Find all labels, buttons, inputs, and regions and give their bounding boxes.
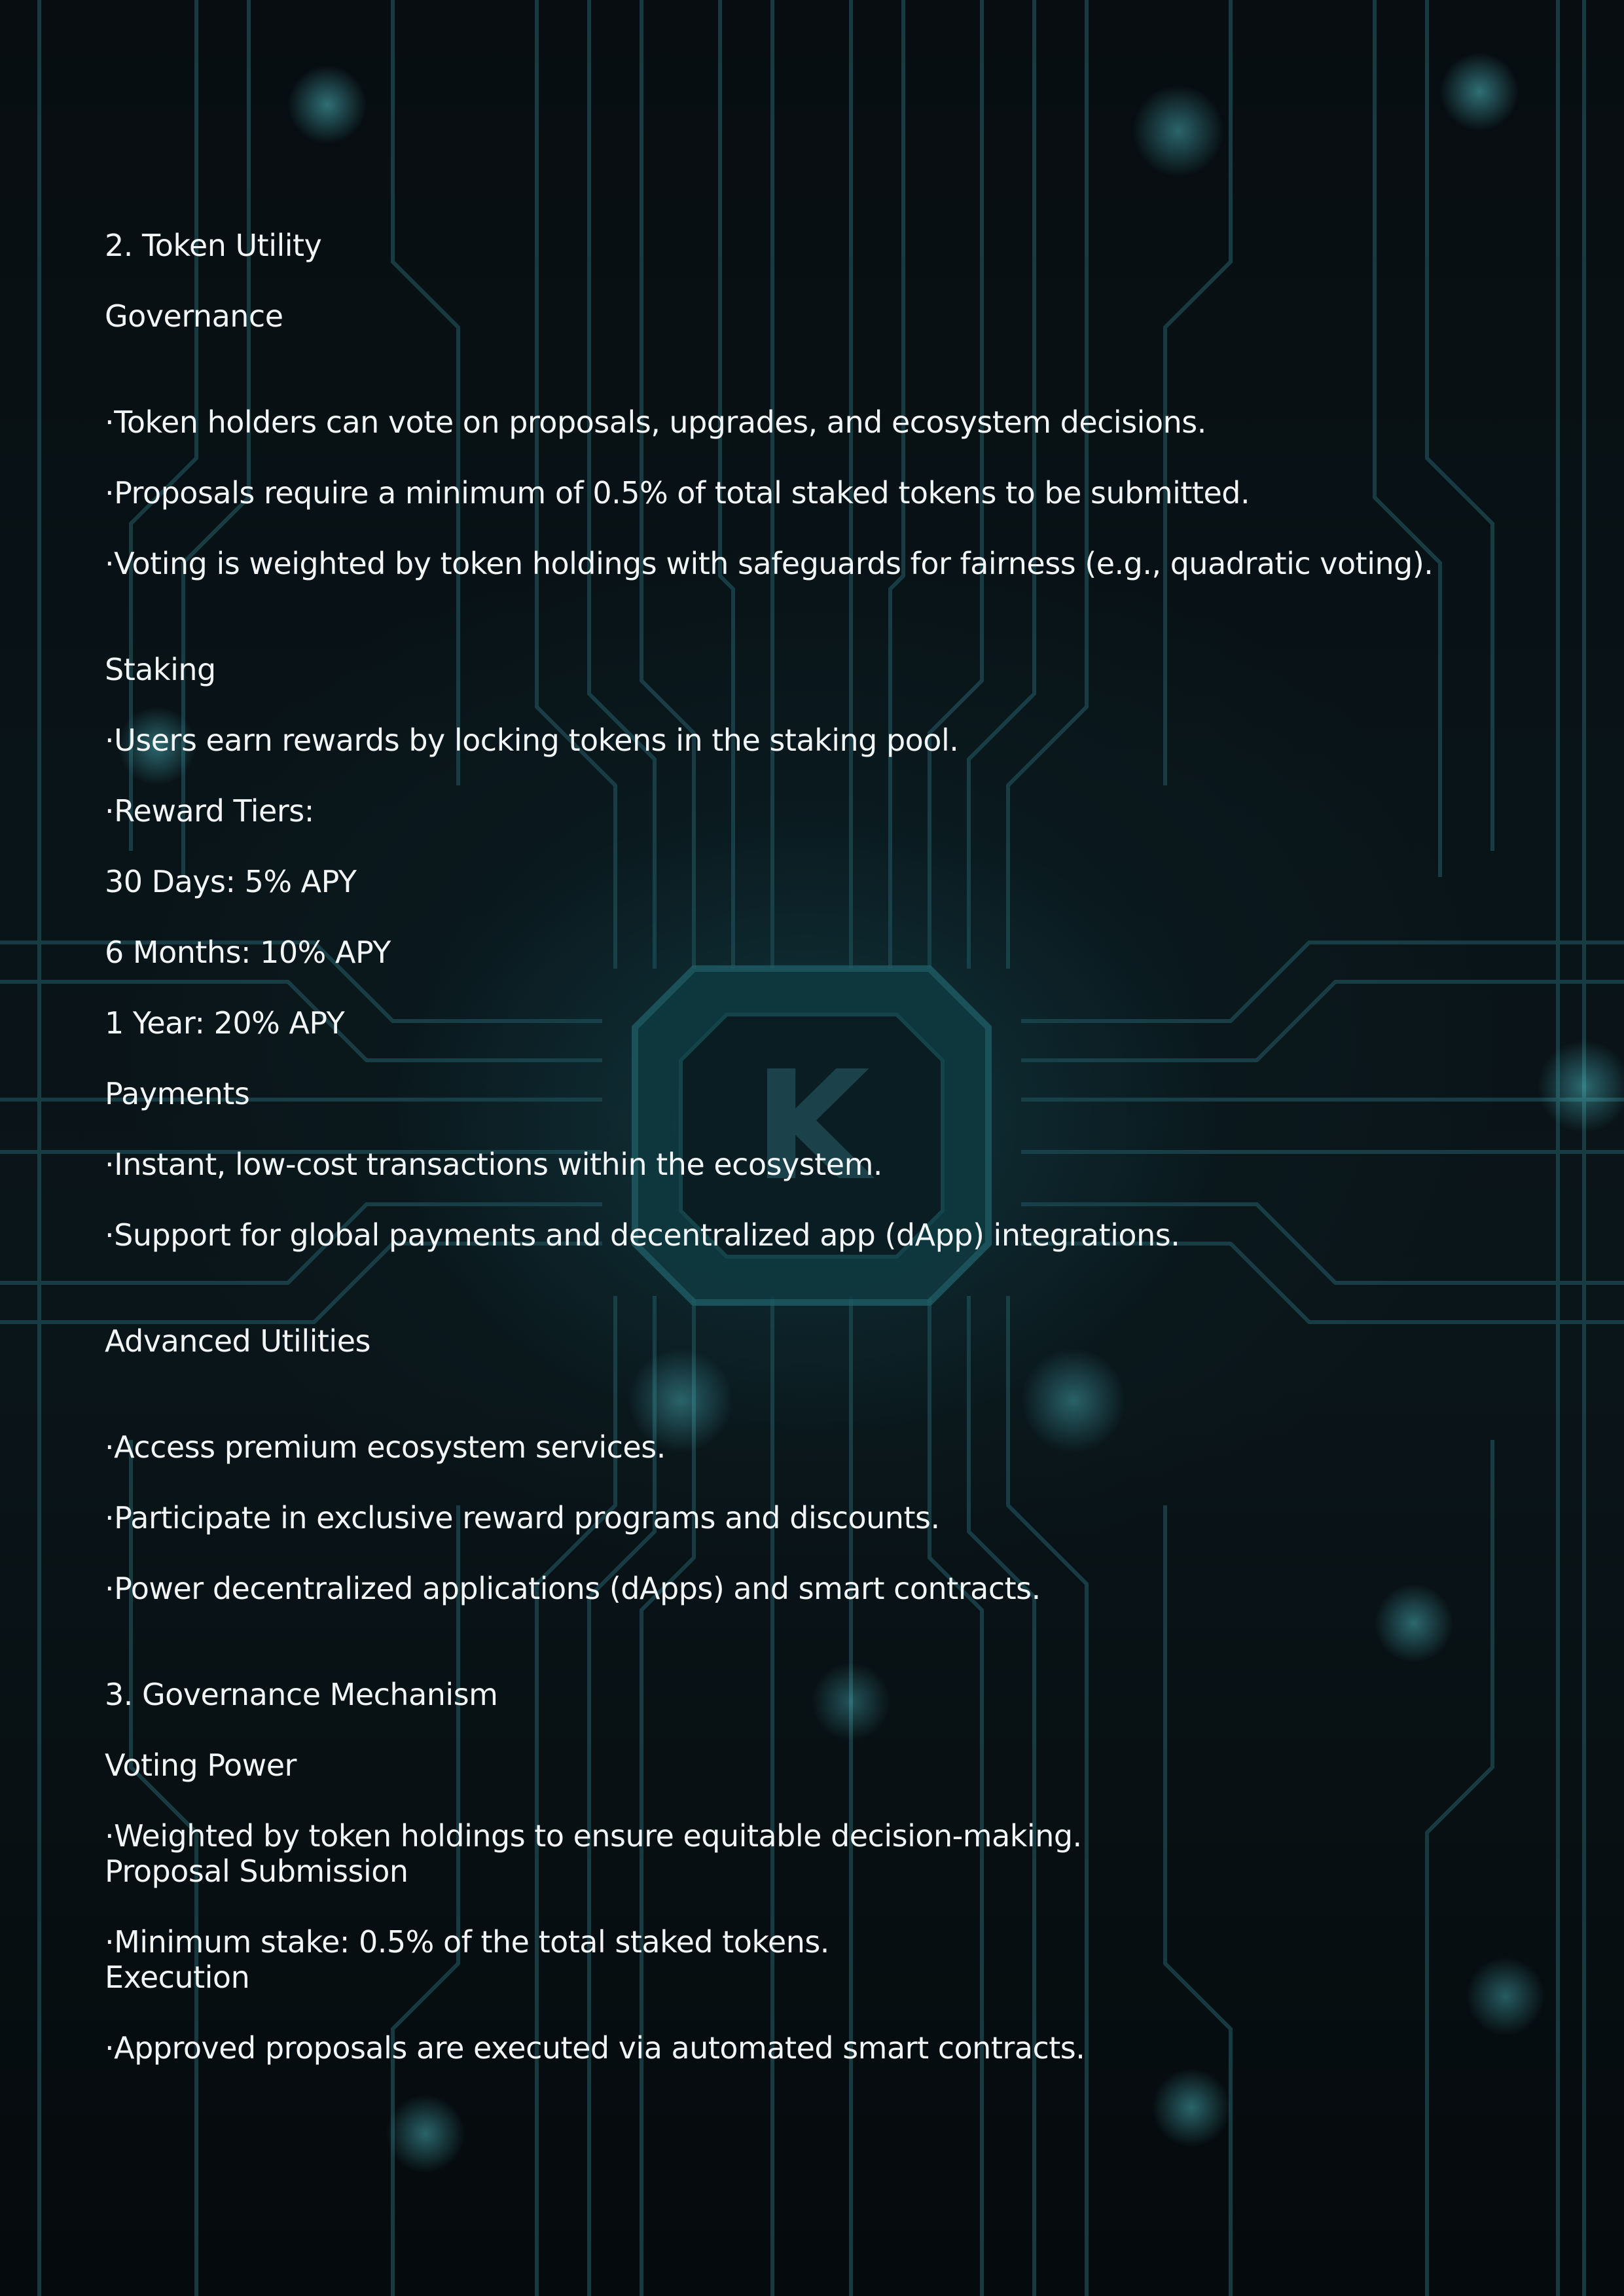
watermark-logo-letter: K	[753, 1039, 871, 1214]
list-item: ·Access premium ecosystem services.	[105, 1429, 666, 1465]
list-item: ·Voting is weighted by token holdings with safeguards for fairness (e.g., quadratic voting).	[105, 546, 1434, 581]
subsection-title-proposal-submission: Proposal Submission	[105, 1854, 408, 1889]
reward-tier: 1 Year: 20% APY	[105, 1005, 345, 1041]
subsection-title-voting-power: Voting Power	[105, 1748, 297, 1783]
section-heading-token-utility: 2. Token Utility	[105, 228, 322, 263]
list-item: ·Power decentralized applications (dApps) and smart contracts.	[105, 1571, 1041, 1606]
subsection-title-governance: Governance	[105, 298, 283, 334]
list-item: ·Reward Tiers:	[105, 793, 314, 829]
list-item: ·Approved proposals are executed via automated smart contracts.	[105, 2030, 1085, 2066]
list-item: ·Proposals require a minimum of 0.5% of total staked tokens to be submitted.	[105, 475, 1250, 511]
list-item: ·Minimum stake: 0.5% of the total staked tokens.	[105, 1924, 829, 1960]
list-item: ·Participate in exclusive reward programs and discounts.	[105, 1500, 940, 1535]
list-item: ·Token holders can vote on proposals, upgrades, and ecosystem decisions.	[105, 404, 1206, 440]
reward-tier: 30 Days: 5% APY	[105, 864, 357, 899]
list-item: ·Users earn rewards by locking tokens in the staking pool.	[105, 723, 959, 758]
subsection-title-advanced-utilities: Advanced Utilities	[105, 1323, 370, 1359]
section-heading-governance-mechanism: 3. Governance Mechanism	[105, 1677, 498, 1712]
reward-tier: 6 Months: 10% APY	[105, 935, 391, 970]
list-item: ·Instant, low-cost transactions within the ecosystem.	[105, 1147, 883, 1182]
list-item: ·Support for global payments and decentralized app (dApp) integrations.	[105, 1217, 1180, 1253]
subsection-title-execution: Execution	[105, 1960, 250, 1995]
subsection-title-payments: Payments	[105, 1076, 250, 1111]
subsection-title-staking: Staking	[105, 652, 216, 687]
list-item: ·Weighted by token holdings to ensure equitable decision-making.	[105, 1818, 1082, 1854]
